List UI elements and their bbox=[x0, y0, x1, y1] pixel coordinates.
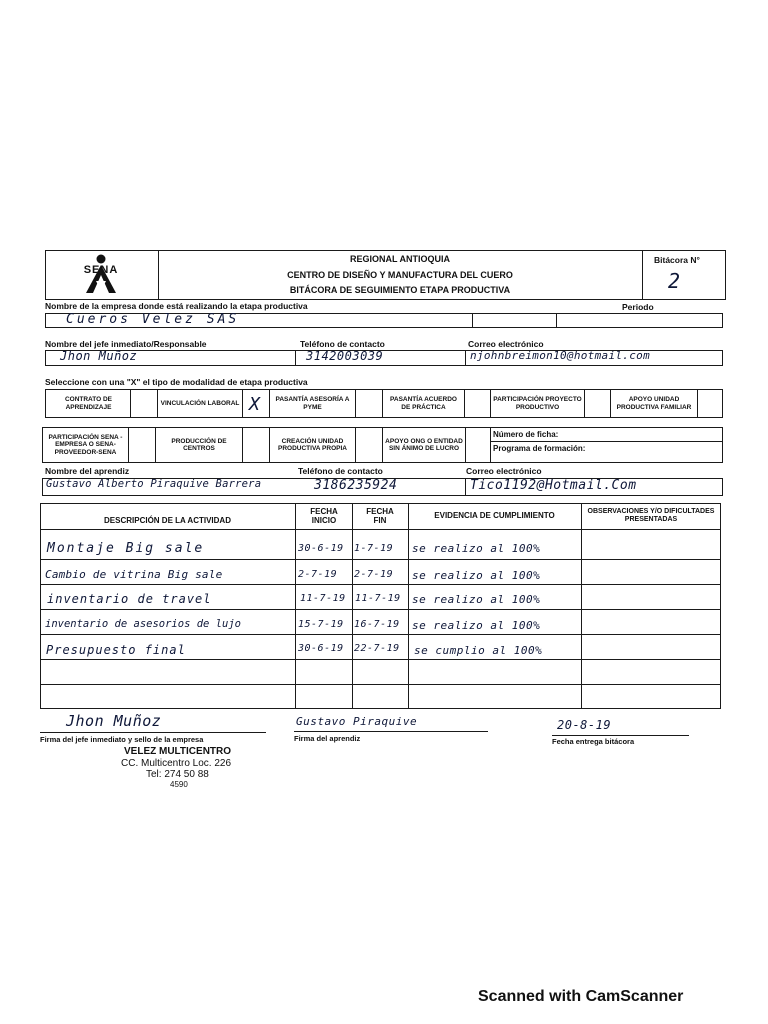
activity-start: 11-7-19 bbox=[300, 593, 346, 604]
modality-mark: X bbox=[249, 394, 261, 415]
activity-desc: inventario de asesorios de lujo bbox=[45, 618, 241, 630]
col-start-header: FECHA INICIO bbox=[310, 506, 338, 525]
period-label: Periodo bbox=[622, 302, 654, 312]
option-ong[interactable]: APOYO ONG O ENTIDAD SIN ÁNIMO DE LUCRO bbox=[385, 437, 463, 452]
activity-desc: Montaje Big sale bbox=[47, 541, 205, 556]
activity-end: 2-7-19 bbox=[354, 569, 394, 580]
activity-end: 1-7-19 bbox=[354, 543, 394, 554]
stamp-line: CC. Multicentro Loc. 226 bbox=[121, 758, 232, 769]
col-desc-header: DESCRIPCIÓN DE LA ACTIVIDAD bbox=[104, 516, 231, 526]
activity-table bbox=[40, 503, 721, 709]
apprentice-email: Tico1192@Hotmail.Com bbox=[470, 478, 637, 493]
delivery-date-label: Fecha entrega bitácora bbox=[552, 737, 635, 746]
activity-end: 11-7-19 bbox=[355, 593, 401, 604]
stamp-line: Tel: 274 50 88 bbox=[146, 769, 209, 780]
center-title: CENTRO DE DISEÑO Y MANUFACTURA DEL CUERO bbox=[287, 270, 513, 280]
boss-signature: Jhon Muñoz bbox=[66, 712, 162, 730]
option-unidad-propia[interactable]: CREACIÓN UNIDAD PRODUCTIVA PROPIA bbox=[278, 437, 347, 452]
region-title: REGIONAL ANTIOQUIA bbox=[349, 254, 450, 264]
bitacora-number: 2 bbox=[668, 269, 681, 293]
option-produccion-centros[interactable]: PRODUCCIÓN DE CENTROS bbox=[171, 437, 227, 452]
boss-phone: 3142003039 bbox=[306, 349, 384, 363]
apprentice-signature: Gustavo Piraquive bbox=[296, 715, 418, 728]
boss-phone-label: Teléfono de contacto bbox=[300, 339, 385, 349]
apprentice-phone: 3186235924 bbox=[314, 478, 398, 493]
boss-label: Nombre del jefe inmediato/Responsable bbox=[45, 339, 207, 349]
programa-label: Programa de formación: bbox=[493, 444, 586, 453]
company-label: Nombre de la empresa donde está realizando la etapa productiva bbox=[45, 301, 308, 311]
col-evidence-header: EVIDENCIA DE CUMPLIMIENTO bbox=[434, 511, 555, 521]
boss-signature-label: Firma del jefe inmediato y sello de la empresa bbox=[40, 735, 204, 744]
activity-desc: inventario de travel bbox=[47, 592, 212, 606]
option-vinculacion-laboral[interactable]: VINCULACIÓN LABORAL bbox=[160, 399, 240, 407]
activity-start: 15-7-19 bbox=[298, 619, 344, 630]
activity-evidence: se realizo al 100% bbox=[412, 569, 541, 582]
activity-evidence: se cumplio al 100% bbox=[414, 644, 543, 657]
option-pasantia-pyme[interactable]: PASANTÍA ASESORÍA A PYME bbox=[275, 396, 350, 411]
stamp-line: 4590 bbox=[170, 780, 188, 789]
camscanner-watermark: Scanned with CamScanner bbox=[478, 988, 684, 1005]
activity-desc: Presupuesto final bbox=[46, 643, 186, 657]
option-proyecto-productivo[interactable]: PARTICIPACIÓN PROYECTO PRODUCTIVO bbox=[493, 396, 582, 411]
option-unidad-familiar[interactable]: APOYO UNIDAD PRODUCTIVA FAMILIAR bbox=[616, 396, 692, 411]
apprentice-signature-label: Firma del aprendiz bbox=[294, 734, 361, 743]
document-title: BITÁCORA DE SEGUIMIENTO ETAPA PRODUCTIVA bbox=[289, 285, 511, 295]
apprentice-email-label: Correo electrónico bbox=[466, 466, 542, 476]
activity-start: 2-7-19 bbox=[298, 569, 338, 580]
activity-evidence: se realizo al 100% bbox=[412, 619, 541, 632]
sena-logo-text: SENA bbox=[83, 264, 119, 276]
activity-start: 30-6-19 bbox=[298, 543, 344, 554]
option-pasantia-practica[interactable]: PASANTÍA ACUERDO DE PRÁCTICA bbox=[390, 396, 457, 411]
boss-email-label: Correo electrónico bbox=[468, 339, 544, 349]
bitacora-label: Bitácora N° bbox=[654, 255, 700, 265]
ficha-label: Número de ficha: bbox=[493, 430, 559, 439]
stamp-line: VELEZ MULTICENTRO bbox=[124, 746, 232, 757]
activity-evidence: se realizo al 100% bbox=[412, 593, 541, 606]
apprentice-label: Nombre del aprendiz bbox=[45, 466, 130, 476]
col-end-header: FECHA FIN bbox=[366, 506, 394, 525]
apprentice-phone-label: Teléfono de contacto bbox=[298, 466, 383, 476]
col-obs-header: OBSERVACIONES Y/O DIFICULTADES PRESENTADAS bbox=[587, 507, 715, 523]
option-contrato-aprendizaje[interactable]: CONTRATO DE APRENDIZAJE bbox=[64, 396, 113, 411]
option-sena-empresa[interactable]: PARTICIPACIÓN SENA - EMPRESA O SENA-PROVEEDOR-SENA bbox=[48, 433, 123, 456]
activity-desc: Cambio de vitrina Big sale bbox=[45, 568, 223, 581]
apprentice-name: Gustavo Alberto Piraquive Barrera bbox=[46, 478, 262, 490]
activity-start: 30-6-19 bbox=[298, 643, 344, 654]
sena-logo bbox=[66, 253, 136, 297]
delivery-date: 20-8-19 bbox=[557, 718, 612, 732]
activity-evidence: se realizo al 100% bbox=[412, 542, 541, 555]
activity-end: 22-7-19 bbox=[354, 643, 400, 654]
boss-name: Jhon Muñoz bbox=[60, 349, 138, 363]
company-value: Cueros Velez SAS bbox=[66, 312, 240, 327]
modality-label: Seleccione con una "X" el tipo de modalidad de etapa productiva bbox=[45, 377, 308, 387]
activity-end: 16-7-19 bbox=[354, 619, 400, 630]
boss-email: njohnbreimon10@hotmail.com bbox=[470, 349, 650, 362]
